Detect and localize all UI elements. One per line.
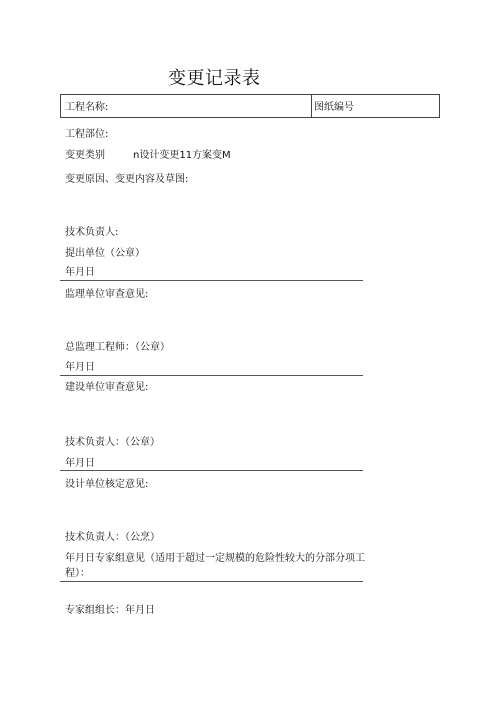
- expert-opinion-label: 年月日专家组意见（适用于超过一定规模的危险性较大的分部分项工程）：: [65, 553, 365, 579]
- drawing-number-label: 图纸编号: [314, 102, 354, 113]
- project-name-label: 工程名称:: [65, 102, 109, 113]
- tech-lead-label-3: 技术负责人：（公烹）: [65, 532, 160, 543]
- document-title: 变更记录表: [168, 68, 261, 89]
- date-label-3: 年月日: [65, 458, 95, 469]
- tech-lead-label-2: 技术负责人：（公章）: [65, 437, 160, 448]
- change-reason-label: 变更原因、变更内容及草图:: [65, 174, 189, 185]
- signature-line-1: [60, 280, 363, 281]
- date-label-1: 年月日: [65, 267, 95, 278]
- header-table: [60, 94, 440, 118]
- header-divider: [311, 95, 312, 117]
- supervision-review-label: 监理单位审查意见:: [65, 289, 149, 300]
- expert-leader-label: 专家组组长：年月日: [65, 605, 155, 616]
- project-part-label: 工程部位:: [65, 129, 109, 140]
- signature-line-2: [60, 375, 363, 376]
- change-type-value: n设计变更11方案变M: [133, 150, 231, 161]
- chief-supervisor-label: 总监理工程师：（公章）: [65, 342, 170, 353]
- tech-lead-label-1: 技术负责人:: [65, 227, 119, 238]
- date-label-2: 年月日: [65, 362, 95, 373]
- submit-unit-label: 提出单位（公章）: [65, 248, 145, 259]
- design-review-label: 设计单位核定意见:: [65, 479, 149, 490]
- signature-line-3: [60, 470, 363, 471]
- construction-review-label: 建设单位审查意见:: [65, 382, 149, 393]
- change-type-label: 变更类别: [65, 150, 105, 161]
- signature-line-4: [60, 581, 363, 582]
